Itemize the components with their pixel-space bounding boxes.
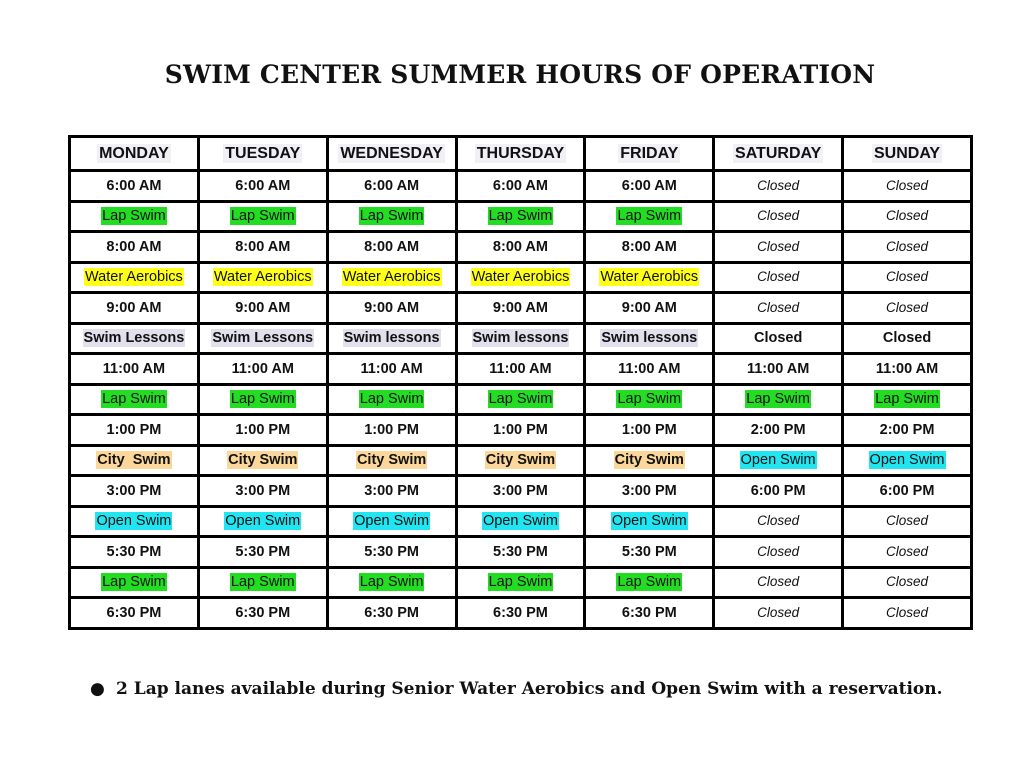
- cell-text: 6:00 PM: [879, 482, 935, 499]
- schedule-cell: [70, 232, 199, 263]
- bullet-icon: ●: [90, 679, 105, 699]
- cell-text: Closed: [886, 574, 929, 590]
- table-row: [70, 567, 972, 598]
- cell-text: Lap Swim: [875, 391, 939, 408]
- table-row: [70, 476, 972, 507]
- cell-text: City Swim: [97, 452, 171, 469]
- schedule-cell: [456, 323, 585, 354]
- schedule-cell: [585, 598, 714, 629]
- cell-text: Closed: [757, 177, 800, 193]
- cell-text: 8:00 AM: [364, 238, 420, 255]
- cell-text: Swim Lessons: [212, 330, 314, 347]
- schedule-cell: [843, 171, 972, 202]
- schedule-cell: [327, 201, 456, 232]
- schedule-cell: [70, 445, 199, 476]
- schedule-cell: [456, 201, 585, 232]
- cell-text: Open Swim: [611, 513, 687, 530]
- cell-text: Lap Swim: [359, 574, 424, 591]
- cell-text: Lap Swim: [230, 208, 295, 225]
- schedule-cell: [843, 567, 972, 598]
- schedule-cell: [585, 384, 714, 415]
- cell-text: Closed: [886, 299, 929, 315]
- cell-text: Lap Swim: [617, 574, 682, 591]
- cell-text: 11:00 AM: [618, 360, 681, 377]
- schedule-cell: [585, 445, 714, 476]
- table-row: [70, 598, 972, 629]
- cell-text: Swim lessons: [601, 330, 698, 347]
- schedule-cell: [843, 201, 972, 232]
- schedule-cell: [843, 384, 972, 415]
- cell-text: Lap Swim: [617, 208, 682, 225]
- schedule-cell: [843, 293, 972, 324]
- table-row: [70, 537, 972, 568]
- schedule-cell: [70, 598, 199, 629]
- schedule-cell: [70, 354, 199, 385]
- cell-text: 2:00 PM: [750, 421, 806, 438]
- cell-text: Closed: [886, 513, 929, 529]
- schedule-cell: [714, 476, 843, 507]
- schedule-cell: [198, 445, 327, 476]
- table-row: [70, 323, 972, 354]
- cell-text: Lap Swim: [746, 391, 810, 408]
- schedule-cell: [456, 354, 585, 385]
- schedule-cell: [843, 445, 972, 476]
- cell-text: 11:00 AM: [360, 360, 423, 377]
- schedule-cell: [585, 415, 714, 446]
- cell-text: 5:30 PM: [621, 543, 677, 560]
- schedule-cell: [327, 598, 456, 629]
- cell-text: Water Aerobics: [471, 269, 570, 286]
- cell-text: City Swim: [356, 452, 427, 469]
- cell-text: 1:00 PM: [621, 421, 677, 438]
- cell-text: Swim lessons: [472, 330, 569, 347]
- schedule-cell: [327, 415, 456, 446]
- cell-text: 8:00 AM: [106, 238, 162, 255]
- cell-text: Closed: [886, 269, 929, 285]
- schedule-cell: [327, 476, 456, 507]
- header-row: [70, 137, 972, 171]
- cell-text: 1:00 PM: [106, 421, 162, 438]
- day-header-label: SUNDAY: [873, 144, 941, 162]
- schedule-cell: [198, 171, 327, 202]
- table-row: [70, 171, 972, 202]
- cell-text: Closed: [886, 604, 929, 620]
- cell-text: Water Aerobics: [342, 269, 441, 286]
- schedule-cell: [198, 598, 327, 629]
- cell-text: 6:00 AM: [492, 177, 548, 194]
- day-header-label: THURSDAY: [476, 144, 565, 162]
- table-row: [70, 445, 972, 476]
- schedule-cell: [585, 262, 714, 293]
- schedule-cell: [843, 598, 972, 629]
- schedule-cell: [456, 415, 585, 446]
- cell-text: 5:30 PM: [235, 543, 291, 560]
- cell-text: Lap Swim: [230, 391, 295, 408]
- schedule-cell: [843, 506, 972, 537]
- schedule-cell: [70, 567, 199, 598]
- schedule-cell: [456, 506, 585, 537]
- schedule-cell: [198, 537, 327, 568]
- schedule-cell: [456, 476, 585, 507]
- schedule-cell: [714, 171, 843, 202]
- schedule-cell: [843, 262, 972, 293]
- schedule-cell: [198, 262, 327, 293]
- footnote: [90, 679, 990, 699]
- schedule-cell: [585, 201, 714, 232]
- day-header-label: FRIDAY: [620, 144, 679, 162]
- cell-text: Lap Swim: [230, 574, 295, 591]
- cell-text: Closed: [757, 574, 800, 590]
- schedule-cell: [714, 567, 843, 598]
- schedule-cell: [70, 323, 199, 354]
- cell-text: Open Swim: [482, 513, 558, 530]
- cell-text: Closed: [757, 269, 800, 285]
- schedule-cell: [70, 506, 199, 537]
- cell-text: Lap Swim: [488, 208, 553, 225]
- cell-text: 5:30 PM: [106, 543, 162, 560]
- schedule-cell: [714, 445, 843, 476]
- cell-text: Closed: [757, 543, 800, 559]
- cell-text: 2:00 PM: [879, 421, 935, 438]
- cell-text: Closed: [886, 543, 929, 559]
- schedule-cell: [456, 598, 585, 629]
- schedule-cell: [714, 598, 843, 629]
- cell-text: 3:00 PM: [106, 482, 162, 499]
- schedule-cell: [70, 537, 199, 568]
- cell-text: 6:30 PM: [235, 604, 291, 621]
- cell-text: 6:30 PM: [493, 604, 548, 621]
- schedule-cell: [456, 262, 585, 293]
- schedule-cell: [456, 293, 585, 324]
- schedule-cell: [585, 537, 714, 568]
- schedule-cell: [70, 415, 199, 446]
- cell-text: City Swim: [485, 452, 556, 469]
- cell-text: 11:00 AM: [231, 360, 294, 377]
- schedule-cell: [327, 232, 456, 263]
- cell-text: Closed: [882, 330, 932, 347]
- cell-text: 9:00 AM: [621, 299, 677, 316]
- schedule-cell: [714, 384, 843, 415]
- cell-text: City Swim: [228, 452, 298, 469]
- day-header: [70, 137, 199, 171]
- cell-text: Open Swim: [96, 513, 172, 530]
- cell-text: Closed: [886, 238, 929, 254]
- schedule-cell: [714, 293, 843, 324]
- cell-text: Water Aerobics: [85, 269, 183, 286]
- schedule-cell: [843, 232, 972, 263]
- schedule-cell: [585, 354, 714, 385]
- cell-text: 8:00 AM: [492, 238, 548, 255]
- schedule-cell: [456, 384, 585, 415]
- day-header-label: WEDNESDAY: [340, 144, 443, 162]
- cell-text: Water Aerobics: [213, 269, 312, 286]
- schedule-cell: [327, 567, 456, 598]
- schedule-cell: [714, 262, 843, 293]
- table-row: [70, 415, 972, 446]
- schedule-table: [68, 135, 973, 630]
- cell-text: 11:00 AM: [489, 360, 552, 377]
- cell-text: 6:00 PM: [750, 482, 806, 499]
- schedule-cell: [70, 171, 199, 202]
- cell-text: 11:00 AM: [102, 360, 166, 377]
- cell-text: Lap Swim: [102, 574, 166, 591]
- cell-text: 8:00 AM: [621, 238, 677, 255]
- cell-text: Closed: [753, 330, 803, 347]
- cell-text: Swim lessons: [343, 330, 440, 347]
- schedule-cell: [714, 354, 843, 385]
- schedule-cell: [456, 171, 585, 202]
- cell-text: Open Swim: [354, 513, 430, 530]
- schedule-cell: [456, 567, 585, 598]
- schedule-cell: [70, 476, 199, 507]
- cell-text: 9:00 AM: [492, 299, 548, 316]
- cell-text: 1:00 PM: [235, 421, 291, 438]
- schedule-cell: [843, 537, 972, 568]
- cell-text: Open Swim: [225, 513, 301, 530]
- cell-text: Closed: [757, 513, 800, 529]
- schedule-cell: [456, 537, 585, 568]
- cell-text: Lap Swim: [359, 391, 424, 408]
- day-header: [327, 137, 456, 171]
- schedule-cell: [198, 354, 327, 385]
- schedule-cell: [198, 476, 327, 507]
- table-row: [70, 293, 972, 324]
- schedule-cell: [585, 323, 714, 354]
- cell-text: Closed: [886, 208, 929, 224]
- schedule-cell: [198, 384, 327, 415]
- day-header: [714, 137, 843, 171]
- cell-text: 6:00 AM: [364, 177, 420, 194]
- schedule-cell: [70, 201, 199, 232]
- schedule-cell: [327, 384, 456, 415]
- schedule-body: [70, 171, 972, 629]
- cell-text: 6:30 PM: [106, 604, 162, 621]
- cell-text: Water Aerobics: [600, 269, 699, 286]
- schedule-cell: [843, 476, 972, 507]
- schedule-cell: [843, 415, 972, 446]
- cell-text: 5:30 PM: [364, 543, 420, 560]
- cell-text: 9:00 AM: [235, 299, 291, 316]
- schedule-cell: [327, 262, 456, 293]
- table-row: [70, 262, 972, 293]
- schedule-cell: [327, 506, 456, 537]
- cell-text: 5:30 PM: [493, 543, 548, 560]
- cell-text: Closed: [886, 177, 929, 193]
- schedule-cell: [70, 262, 199, 293]
- footnote-text: 2 Lap lanes available during Senior Water Aerobics and Open Swim with a reservation.: [116, 679, 943, 699]
- schedule-cell: [456, 232, 585, 263]
- day-header: [585, 137, 714, 171]
- page-title: SWIM CENTER SUMMER HOURS OF OPERATION: [164, 60, 876, 89]
- day-header: [198, 137, 327, 171]
- cell-text: Lap Swim: [102, 391, 166, 408]
- cell-text: 3:00 PM: [235, 482, 291, 499]
- schedule-cell: [585, 567, 714, 598]
- cell-text: Closed: [757, 299, 800, 315]
- cell-text: 6:00 AM: [235, 177, 291, 194]
- schedule-cell: [198, 506, 327, 537]
- schedule-cell: [327, 171, 456, 202]
- cell-text: Closed: [757, 604, 800, 620]
- cell-text: 3:00 PM: [621, 482, 677, 499]
- schedule-cell: [198, 323, 327, 354]
- cell-text: 3:00 PM: [493, 482, 548, 499]
- cell-text: 1:00 PM: [493, 421, 548, 438]
- schedule-cell: [714, 415, 843, 446]
- cell-text: 9:00 AM: [106, 299, 162, 316]
- cell-text: 9:00 AM: [364, 299, 420, 316]
- schedule-cell: [327, 323, 456, 354]
- cell-text: 6:30 PM: [621, 604, 677, 621]
- schedule-cell: [843, 354, 972, 385]
- cell-text: 11:00 AM: [875, 360, 939, 377]
- day-header-label: TUESDAY: [225, 144, 301, 162]
- cell-text: 3:00 PM: [364, 482, 420, 499]
- cell-text: Lap Swim: [102, 208, 166, 225]
- schedule-cell: [198, 201, 327, 232]
- schedule-cell: [714, 537, 843, 568]
- schedule-cell: [714, 232, 843, 263]
- table-row: [70, 384, 972, 415]
- schedule-cell: [327, 354, 456, 385]
- schedule-cell: [585, 232, 714, 263]
- schedule-cell: [198, 293, 327, 324]
- day-header: [456, 137, 585, 171]
- cell-text: 11:00 AM: [746, 360, 810, 377]
- schedule-cell: [198, 232, 327, 263]
- cell-text: Lap Swim: [488, 391, 553, 408]
- schedule-cell: [327, 537, 456, 568]
- cell-text: 6:00 AM: [106, 177, 162, 194]
- cell-text: City Swim: [614, 452, 684, 469]
- cell-text: Open Swim: [740, 452, 816, 469]
- day-header-label: MONDAY: [99, 144, 169, 162]
- cell-text: Closed: [757, 208, 800, 224]
- schedule-cell: [585, 506, 714, 537]
- schedule-cell: [585, 476, 714, 507]
- cell-text: Open Swim: [869, 452, 945, 469]
- cell-text: Lap Swim: [488, 574, 553, 591]
- schedule-cell: [198, 567, 327, 598]
- schedule-cell: [843, 323, 972, 354]
- schedule-cell: [714, 506, 843, 537]
- schedule-cell: [456, 445, 585, 476]
- schedule-cell: [714, 323, 843, 354]
- cell-text: Swim Lessons: [83, 330, 185, 347]
- cell-text: 1:00 PM: [364, 421, 420, 438]
- schedule-cell: [327, 445, 456, 476]
- schedule-cell: [585, 171, 714, 202]
- schedule-cell: [714, 201, 843, 232]
- schedule-cell: [585, 293, 714, 324]
- day-header-label: SATURDAY: [735, 144, 822, 162]
- schedule-cell: [70, 384, 199, 415]
- cell-text: 8:00 AM: [235, 238, 291, 255]
- schedule-cell: [198, 415, 327, 446]
- schedule-cell: [327, 293, 456, 324]
- cell-text: 6:00 AM: [621, 177, 677, 194]
- table-row: [70, 201, 972, 232]
- table-row: [70, 354, 972, 385]
- cell-text: Lap Swim: [359, 208, 424, 225]
- table-row: [70, 506, 972, 537]
- schedule-cell: [70, 293, 199, 324]
- day-header: [843, 137, 972, 171]
- cell-text: 6:30 PM: [364, 604, 420, 621]
- cell-text: Closed: [757, 238, 800, 254]
- cell-text: Lap Swim: [617, 391, 682, 408]
- table-row: [70, 232, 972, 263]
